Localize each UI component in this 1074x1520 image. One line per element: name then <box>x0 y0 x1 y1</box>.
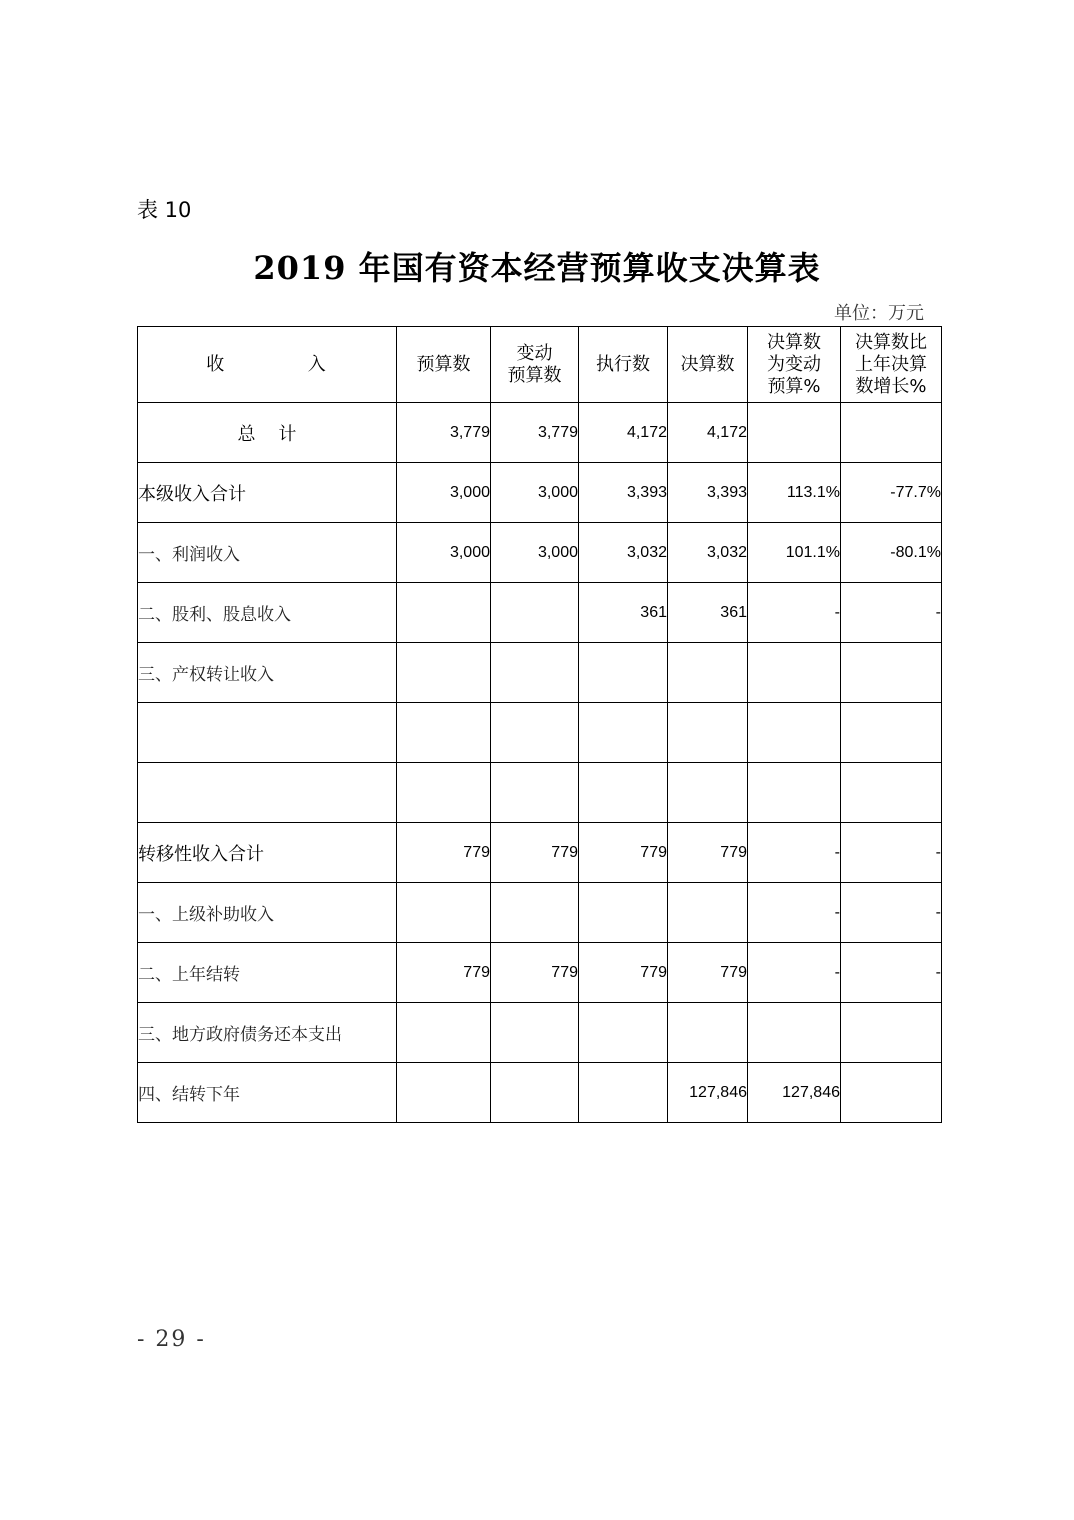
cell-growth: - <box>841 823 942 883</box>
table-row <box>138 643 942 703</box>
table-row <box>138 583 942 643</box>
cell-adjusted: 3,000 <box>491 463 579 523</box>
cell-final: 4,172 <box>668 403 748 463</box>
cell-ratio <box>748 763 841 823</box>
cell-executed <box>579 763 668 823</box>
cell-ratio: 127,846 <box>748 1063 841 1123</box>
cell-executed: 361 <box>579 583 668 643</box>
cell-final <box>668 763 748 823</box>
header-growth <box>841 327 942 403</box>
cell-executed: 779 <box>579 943 668 1003</box>
cell-ratio <box>748 703 841 763</box>
header-ratio-line1: 决算数 <box>767 331 821 353</box>
row-label: 三、地方政府债务还本支出 <box>138 1003 397 1063</box>
header-budget: 预算数 <box>397 327 491 403</box>
table-row <box>138 1003 942 1063</box>
header-ratio-line2: 为变动 <box>767 353 821 375</box>
cell-budget <box>397 583 491 643</box>
cell-executed <box>579 1003 668 1063</box>
cell-growth <box>841 763 942 823</box>
unit-label: 单位：万元 <box>834 303 924 324</box>
cell-executed: 3,393 <box>579 463 668 523</box>
cell-budget <box>397 1063 491 1123</box>
table-row <box>138 883 942 943</box>
header-growth-line1: 决算数比 <box>855 331 927 353</box>
cell-growth <box>841 403 942 463</box>
header-income-part1: 收 <box>206 353 227 375</box>
cell-final <box>668 643 748 703</box>
cell-final: 779 <box>668 823 748 883</box>
row-label: 总 计 <box>138 403 397 463</box>
header-income-part2: 入 <box>307 353 328 375</box>
row-label: 一、利润收入 <box>138 523 397 583</box>
cell-final <box>668 1003 748 1063</box>
cell-budget: 779 <box>397 943 491 1003</box>
row-label <box>138 703 397 763</box>
row-label <box>138 763 397 823</box>
row-label: 转移性收入合计 <box>138 823 397 883</box>
cell-adjusted <box>491 763 579 823</box>
cell-budget: 779 <box>397 823 491 883</box>
cell-executed <box>579 703 668 763</box>
cell-final <box>668 883 748 943</box>
table-row-empty <box>138 703 942 763</box>
cell-ratio: - <box>748 883 841 943</box>
cell-adjusted <box>491 1063 579 1123</box>
table-row-total <box>138 403 942 463</box>
cell-ratio: 113.1% <box>748 463 841 523</box>
cell-growth <box>841 703 942 763</box>
header-growth-line2: 上年决算 <box>855 353 927 375</box>
cell-adjusted <box>491 703 579 763</box>
cell-budget: 3,000 <box>397 523 491 583</box>
table-row <box>138 1063 942 1123</box>
cell-executed <box>579 883 668 943</box>
cell-growth: - <box>841 583 942 643</box>
cell-budget <box>397 763 491 823</box>
table-row-empty <box>138 763 942 823</box>
cell-budget: 3,000 <box>397 463 491 523</box>
cell-adjusted: 779 <box>491 823 579 883</box>
cell-growth: - <box>841 943 942 1003</box>
cell-budget <box>397 883 491 943</box>
cell-ratio <box>748 643 841 703</box>
cell-budget <box>397 1003 491 1063</box>
cell-ratio: - <box>748 583 841 643</box>
table-row <box>138 523 942 583</box>
cell-adjusted <box>491 583 579 643</box>
row-label: 一、上级补助收入 <box>138 883 397 943</box>
cell-ratio: 101.1% <box>748 523 841 583</box>
cell-growth <box>841 1063 942 1123</box>
table-row <box>138 823 942 883</box>
cell-final: 779 <box>668 943 748 1003</box>
header-adjusted-line2: 预算数 <box>507 364 562 386</box>
cell-ratio: - <box>748 943 841 1003</box>
cell-executed <box>579 1063 668 1123</box>
header-ratio-line3: 预算% <box>767 375 821 397</box>
cell-executed: 3,032 <box>579 523 668 583</box>
cell-growth: -80.1% <box>841 523 942 583</box>
cell-growth: - <box>841 883 942 943</box>
page-title: 2019 年国有资本经营预算收支决算表 <box>253 249 821 287</box>
cell-adjusted: 779 <box>491 943 579 1003</box>
cell-executed: 779 <box>579 823 668 883</box>
cell-budget <box>397 643 491 703</box>
cell-growth <box>841 643 942 703</box>
header-growth-line3: 数增长% <box>855 375 927 397</box>
cell-adjusted <box>491 883 579 943</box>
header-ratio-adjusted <box>748 327 841 403</box>
cell-adjusted <box>491 643 579 703</box>
header-income <box>138 327 397 403</box>
cell-ratio: - <box>748 823 841 883</box>
header-executed: 执行数 <box>579 327 668 403</box>
header-adjusted-line1: 变动 <box>516 342 553 364</box>
cell-adjusted <box>491 1003 579 1063</box>
cell-ratio <box>748 403 841 463</box>
cell-final: 127,846 <box>668 1063 748 1123</box>
cell-final: 361 <box>668 583 748 643</box>
cell-adjusted: 3,779 <box>491 403 579 463</box>
cell-final: 3,393 <box>668 463 748 523</box>
cell-final <box>668 703 748 763</box>
cell-budget: 3,779 <box>397 403 491 463</box>
header-adjusted-budget <box>491 327 579 403</box>
page-number: - 29 - <box>137 1327 206 1352</box>
cell-executed: 4,172 <box>579 403 668 463</box>
cell-growth: -77.7% <box>841 463 942 523</box>
row-label: 三、产权转让收入 <box>138 643 397 703</box>
table-number-label: 表 10 <box>137 198 192 222</box>
cell-ratio <box>748 1003 841 1063</box>
cell-final: 3,032 <box>668 523 748 583</box>
cell-executed <box>579 643 668 703</box>
row-label: 本级收入合计 <box>138 463 397 523</box>
header-final: 决算数 <box>668 327 748 403</box>
table-row <box>138 943 942 1003</box>
row-label: 二、股利、股息收入 <box>138 583 397 643</box>
cell-growth <box>841 1003 942 1063</box>
cell-budget <box>397 703 491 763</box>
cell-adjusted: 3,000 <box>491 523 579 583</box>
row-label: 二、上年结转 <box>138 943 397 1003</box>
table-row <box>138 463 942 523</box>
budget-table <box>137 326 942 1123</box>
row-label: 四、结转下年 <box>138 1063 397 1123</box>
table-header-row <box>138 327 942 403</box>
